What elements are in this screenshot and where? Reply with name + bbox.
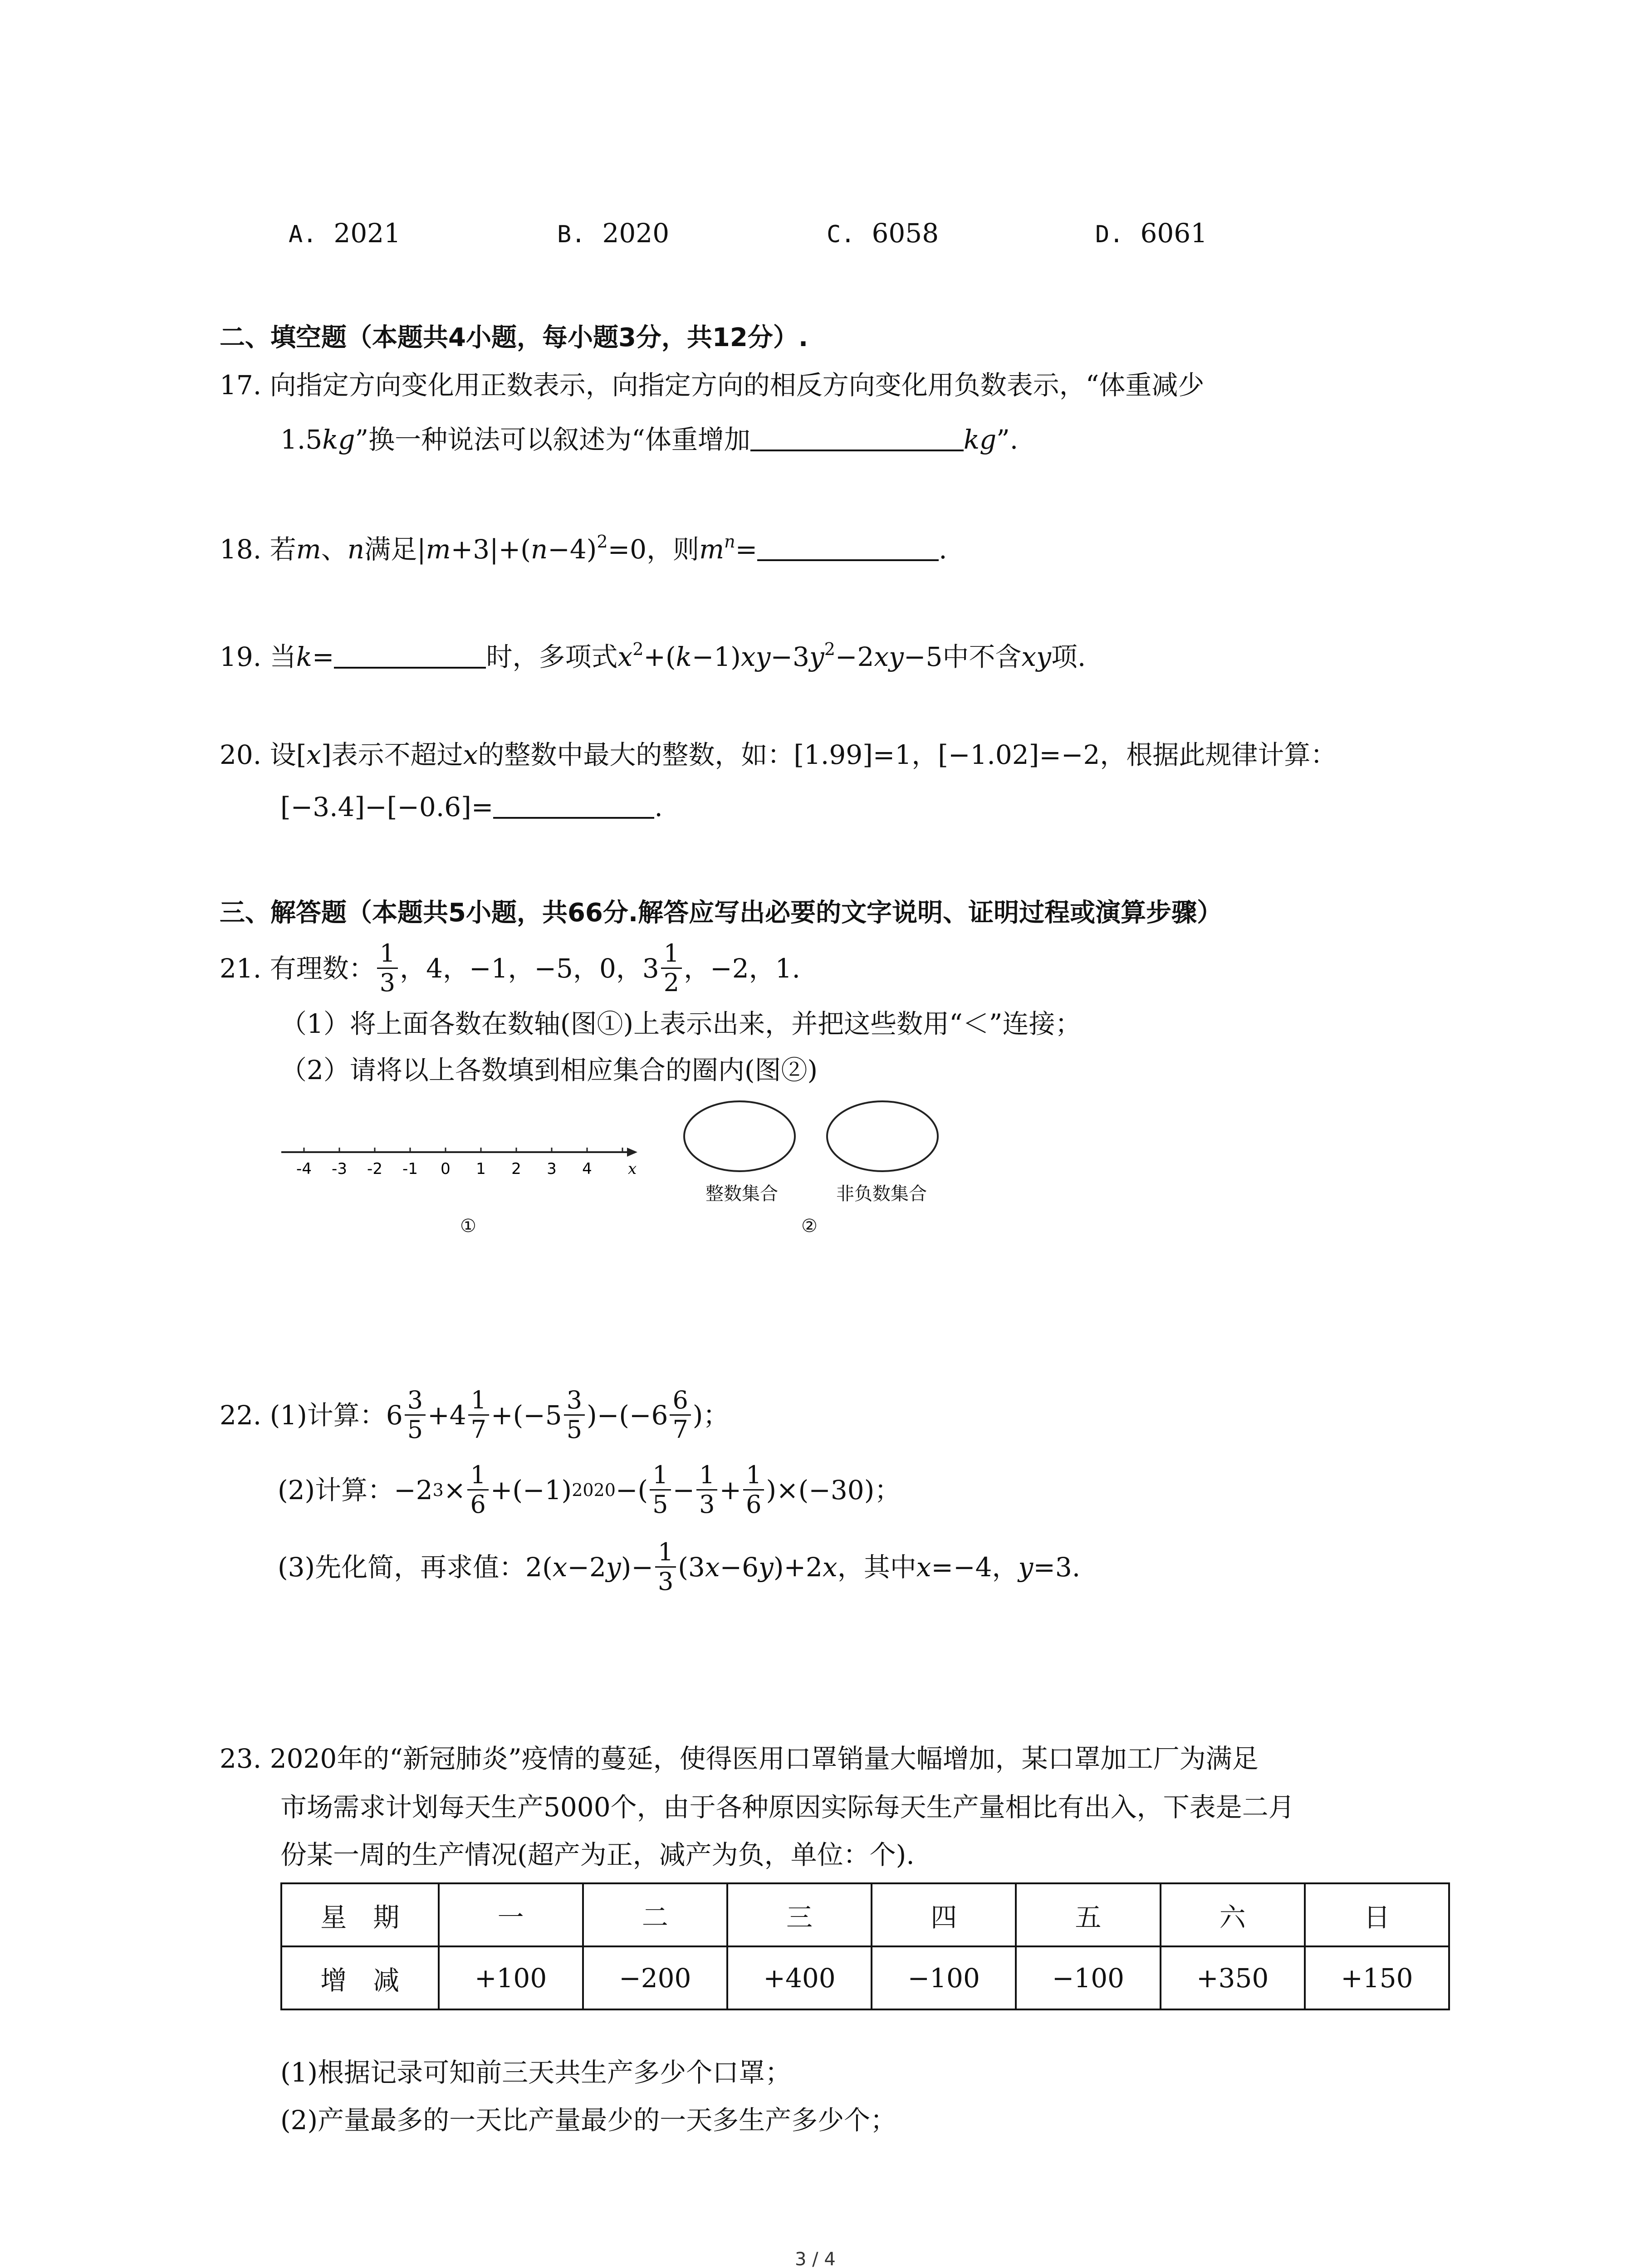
option-d: D. 6061 <box>1095 218 1208 249</box>
question-number: 17. <box>220 370 262 401</box>
set-ellipses-figure <box>681 1098 953 1175</box>
table-cell: −100 <box>872 1946 1016 2009</box>
question-23-part1: (1)根据记录可知前三天共生产多少个口罩； <box>280 2057 792 2088</box>
question-text: 向指定方向变化用正数表示，向指定方向的相反方向变化用负数表示，“体重减少 <box>269 370 1205 401</box>
fraction: $\frac{3}{5}$ <box>564 1388 585 1442</box>
axis-tick-label: 4 <box>582 1160 592 1178</box>
axis-tick-label: -4 <box>296 1160 312 1178</box>
answer-blank[interactable] <box>493 794 654 819</box>
answer-blank[interactable] <box>757 537 939 561</box>
axis-tick-label: 3 <box>547 1160 557 1178</box>
question-17-line2: 1.5kg”换一种说法可以叙述为“体重增加 kg”. <box>280 424 1019 455</box>
section-2-title: 二、填空题（本题共4小题，每小题3分，共12分）. <box>220 323 808 352</box>
question-21-part1: （1）将上面各数在数轴(图①)上表示出来，并把这些数用“＜”连接； <box>280 1008 1082 1039</box>
figure-1-label: ① <box>460 1216 476 1237</box>
axis-tick-label: -2 <box>367 1160 382 1178</box>
question-23: 23. 2020年的“新冠肺炎”疫情的蔓延，使得医用口罩销量大幅增加，某口罩加工厂为满足 <box>220 1743 1259 1774</box>
number-line-figure <box>277 1139 640 1193</box>
question-22-part1: 22. (1)计算： 6 $\frac{3}{5}$ +4 $\frac{1}{7}$ +(−5 $\frac{3}{5}$ )−(−6 $\frac{6}{7}$ )； <box>220 1386 730 1444</box>
fraction: $\frac{3}{5}$ <box>405 1388 426 1442</box>
question-22-part3: (3)先化简，再求值： 2( x −2 y )− $\frac{1}{3}$ (3 x −6 y )+2 x ，其中 x =−4， y =3. <box>278 1538 1081 1596</box>
integer-set-label: 整数集合 <box>705 1183 778 1204</box>
answer-blank[interactable] <box>334 644 486 669</box>
axis-tick-label: 1 <box>476 1160 486 1178</box>
fraction: $\frac{1}{3}$ <box>377 941 398 995</box>
fraction: $\frac{1}{6}$ <box>743 1463 764 1517</box>
integer-set-ellipse <box>684 1101 795 1171</box>
figure-2-label: ② <box>801 1216 818 1237</box>
question-18: 18. 若m、n满足$|m+3|+(n-4)^2=0$，则$m^n=$ . <box>220 532 947 565</box>
table-header-cell: 四 <box>872 1883 1016 1946</box>
question-22-part2: (2)计算： −2 3 × $\frac{1}{6}$ +(−1) 2020 −( $\frac{1}{5}$ − $\frac{1}{3}$ + $\frac{1}{6}$ )×(−30)； <box>278 1461 901 1519</box>
question-21: 21. 有理数： $\frac{1}{3}$ ，4，−1，−5，0，3 $\frac{1}{2}$ ，−2，1. <box>220 939 800 997</box>
nonnegative-set-ellipse <box>827 1101 938 1171</box>
fraction: $\frac{1}{2}$ <box>661 941 682 995</box>
option-c: C. 6058 <box>827 218 939 249</box>
question-23-line2: 市场需求计划每天生产5000个，由于各种原因实际每天生产量相比有出入，下表是二月 <box>280 1792 1295 1823</box>
fraction: $\frac{1}{6}$ <box>467 1463 488 1517</box>
option-b: B. 2020 <box>557 218 670 249</box>
axis-tick-label: -3 <box>332 1160 347 1178</box>
axis-tick-label: 0 <box>441 1160 451 1178</box>
table-header-cell: 五 <box>1016 1883 1160 1946</box>
option-a: A. 2021 <box>289 218 401 249</box>
table-row <box>281 1946 1449 2009</box>
table-header-cell: 二 <box>583 1883 727 1946</box>
fraction: $\frac{1}{7}$ <box>468 1388 489 1442</box>
page-number: 3 / 4 <box>795 2249 836 2268</box>
table-cell: −100 <box>1016 1946 1160 2009</box>
axis-tick-label: 2 <box>511 1160 521 1178</box>
fraction: $\frac{1}{3}$ <box>696 1463 717 1517</box>
table-cell: +350 <box>1161 1946 1305 2009</box>
question-number: 19. <box>220 641 262 672</box>
production-table <box>280 1882 1450 2010</box>
answer-blank[interactable] <box>750 427 964 451</box>
fraction: $\frac{1}{3}$ <box>655 1540 676 1594</box>
question-number: 23. <box>220 1743 262 1774</box>
question-number: 21. <box>220 953 262 984</box>
fraction: $\frac{6}{7}$ <box>670 1388 691 1442</box>
question-number: 20. <box>220 739 262 770</box>
table-row <box>281 1883 1449 1946</box>
table-header-cell: 三 <box>727 1883 872 1946</box>
question-19: 19. 当k= 时，多项式$x^2+(k-1)xy-3y^2-2xy-5$中不含xy项. <box>220 639 1086 672</box>
table-header-cell: 日 <box>1305 1883 1449 1946</box>
question-20-line2: [−3.4]−[−0.6]= . <box>280 792 663 822</box>
fraction: $\frac{1}{5}$ <box>650 1463 671 1517</box>
table-cell: +150 <box>1305 1946 1449 2009</box>
nonnegative-set-label: 非负数集合 <box>836 1183 927 1204</box>
table-cell: +100 <box>439 1946 583 2009</box>
question-23-part2: (2)产量最多的一天比产量最少的一天多生产多少个； <box>280 2105 897 2136</box>
question-21-part2: （2）请将以上各数填到相应集合的圈内(图②) <box>280 1055 818 1085</box>
table-cell: 增 减 <box>281 1946 439 2009</box>
table-cell: +400 <box>727 1946 872 2009</box>
question-23-line3: 份某一周的生产情况(超产为正，减产为负，单位：个). <box>280 1839 915 1870</box>
table-header-cell: 六 <box>1161 1883 1305 1946</box>
question-number: 18. <box>220 534 262 565</box>
question-20: 20. 设[x]表示不超过x的整数中最大的整数，如：[1.99]=1，[−1.02]=−2，根据此规律计算： <box>220 739 1337 770</box>
question-number: 22. <box>220 1399 262 1431</box>
axis-arrow-icon <box>627 1148 637 1157</box>
axis-tick-label: -1 <box>402 1160 418 1178</box>
table-header-cell: 星 期 <box>281 1883 439 1946</box>
axis-variable-label: x <box>628 1160 637 1178</box>
question-17 <box>220 370 1205 401</box>
section-3-title: 三、解答题（本题共5小题，共66分.解答应写出必要的文字说明、证明过程或演算步骤） <box>220 898 1223 928</box>
table-header-cell: 一 <box>439 1883 583 1946</box>
table-cell: −200 <box>583 1946 727 2009</box>
